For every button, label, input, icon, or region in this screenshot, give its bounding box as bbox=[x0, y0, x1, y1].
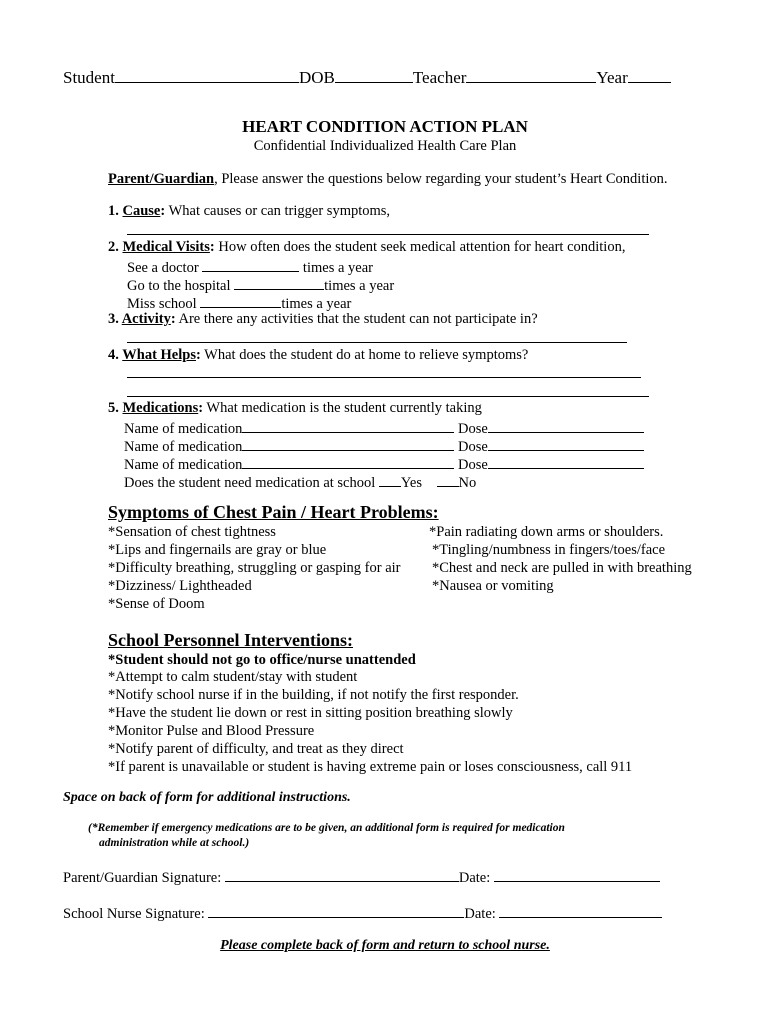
activity-answer-line[interactable] bbox=[127, 342, 627, 343]
cause-label: Cause bbox=[122, 203, 161, 219]
symptom-right-2: *Tingling/numbness in fingers/toes/face bbox=[432, 542, 666, 558]
symptom-left-4: *Dizziness/ Lightheaded bbox=[108, 578, 252, 594]
student-info-line bbox=[63, 66, 671, 88]
medication-name-field[interactable] bbox=[242, 418, 454, 433]
footer-instruction: Please complete back of form and return to school nurse. bbox=[220, 938, 550, 953]
doctor-times-field[interactable] bbox=[202, 257, 299, 272]
intro-line bbox=[108, 171, 668, 188]
question-medications: 5. Medications: What medication is the student currently taking bbox=[108, 400, 482, 416]
what-helps-label: What Helps bbox=[122, 347, 196, 363]
parent-date-field[interactable] bbox=[494, 867, 660, 882]
page-title: HEART CONDITION ACTION PLAN bbox=[242, 117, 528, 136]
remember-note-line-1: (*Remember if emergency medications are to be given, an additional form is required for medication bbox=[88, 822, 565, 834]
year-field[interactable] bbox=[628, 66, 671, 83]
medication-row: Name of medication Dose bbox=[124, 454, 644, 474]
symptom-left-5: *Sense of Doom bbox=[108, 596, 205, 612]
question-cause: 1. Cause: What causes or can trigger symptoms, bbox=[108, 203, 391, 219]
medication-row: Name of medication Dose bbox=[124, 436, 644, 456]
symptom-right-3: *Chest and neck are pulled in with breathing bbox=[432, 560, 692, 576]
medication-name-field[interactable] bbox=[242, 436, 454, 451]
nurse-signature-field[interactable] bbox=[208, 903, 464, 918]
page-subtitle: Confidential Individualized Health Care Plan bbox=[253, 138, 517, 154]
symptoms-heading: Symptoms of Chest Pain / Heart Problems: bbox=[108, 502, 439, 522]
intervention-bold-item: *Student should not go to office/nurse unattended bbox=[108, 652, 416, 668]
cause-answer-line[interactable] bbox=[127, 234, 649, 235]
nurse-signature-line: School Nurse Signature: Date: bbox=[63, 903, 662, 923]
question-activity: 3. Activity: Are there any activities that the student can not participate in? bbox=[108, 311, 538, 327]
no-checkbox-line[interactable] bbox=[437, 472, 459, 487]
medication-at-school-line: Does the student need medication at school Yes No bbox=[124, 472, 476, 492]
symptom-left-3: *Difficulty breathing, struggling or gasping for air bbox=[108, 560, 401, 576]
parent-signature-line: Parent/Guardian Signature: Date: bbox=[63, 867, 660, 887]
intervention-item: *Attempt to calm student/stay with student bbox=[108, 669, 358, 685]
parent-signature-field[interactable] bbox=[225, 867, 459, 882]
question-what-helps: 4. What Helps: What does the student do at home to relieve symptoms? bbox=[108, 347, 529, 363]
yes-checkbox-line[interactable] bbox=[379, 472, 401, 487]
hospital-line: Go to the hospital times a year bbox=[127, 275, 394, 295]
teacher-label: Teacher bbox=[412, 68, 467, 88]
intervention-item: *Notify parent of difficulty, and treat as they direct bbox=[108, 741, 404, 757]
dob-label: DOB bbox=[298, 68, 335, 88]
symptom-right-4: *Nausea or vomiting bbox=[432, 578, 554, 594]
year-label: Year bbox=[596, 68, 628, 88]
medication-dose-field[interactable] bbox=[488, 454, 644, 469]
symptom-left-1: *Sensation of chest tightness bbox=[108, 524, 276, 540]
symptom-right-1: *Pain radiating down arms or shoulders. bbox=[429, 524, 664, 540]
student-label: Student bbox=[63, 68, 115, 88]
dob-field[interactable] bbox=[335, 66, 413, 83]
medication-dose-field[interactable] bbox=[488, 418, 644, 433]
intervention-item: *Notify school nurse if in the building, if not notify the first responder. bbox=[108, 687, 519, 703]
school-times-field[interactable] bbox=[200, 293, 281, 308]
student-field[interactable] bbox=[115, 66, 299, 83]
activity-label: Activity bbox=[121, 311, 171, 327]
intro-text: , Please answer the questions below regarding your student’s Heart Condition. bbox=[214, 171, 668, 187]
medication-name-field[interactable] bbox=[242, 454, 454, 469]
medication-dose-field[interactable] bbox=[488, 436, 644, 451]
remember-note-line-2: administration while at school.) bbox=[99, 837, 250, 849]
see-doctor-line: See a doctor times a year bbox=[127, 257, 373, 277]
intervention-item: *If parent is unavailable or student is having extreme pain or loses consciousness, call 911 bbox=[108, 759, 633, 775]
question-medical-visits: 2. Medical Visits: How often does the student seek medical attention for heart condition, bbox=[108, 239, 626, 255]
hospital-times-field[interactable] bbox=[234, 275, 324, 290]
medical-visits-label: Medical Visits bbox=[122, 239, 210, 255]
symptom-left-2: *Lips and fingernails are gray or blue bbox=[108, 542, 327, 558]
medications-label: Medications bbox=[122, 400, 199, 416]
teacher-field[interactable] bbox=[466, 66, 596, 83]
what-helps-answer-line-2[interactable] bbox=[127, 396, 649, 397]
intervention-item: *Have the student lie down or rest in sitting position breathing slowly bbox=[108, 705, 513, 721]
medication-row: Name of medication Dose bbox=[124, 418, 644, 438]
intervention-item: *Monitor Pulse and Blood Pressure bbox=[108, 723, 315, 739]
space-note: Space on back of form for additional instructions. bbox=[63, 790, 351, 805]
intro-lead: Parent/Guardian bbox=[108, 171, 215, 187]
nurse-date-field[interactable] bbox=[499, 903, 662, 918]
interventions-heading: School Personnel Interventions: bbox=[108, 630, 353, 650]
miss-school-line: Miss school times a year bbox=[127, 293, 351, 313]
what-helps-answer-line-1[interactable] bbox=[127, 377, 641, 378]
